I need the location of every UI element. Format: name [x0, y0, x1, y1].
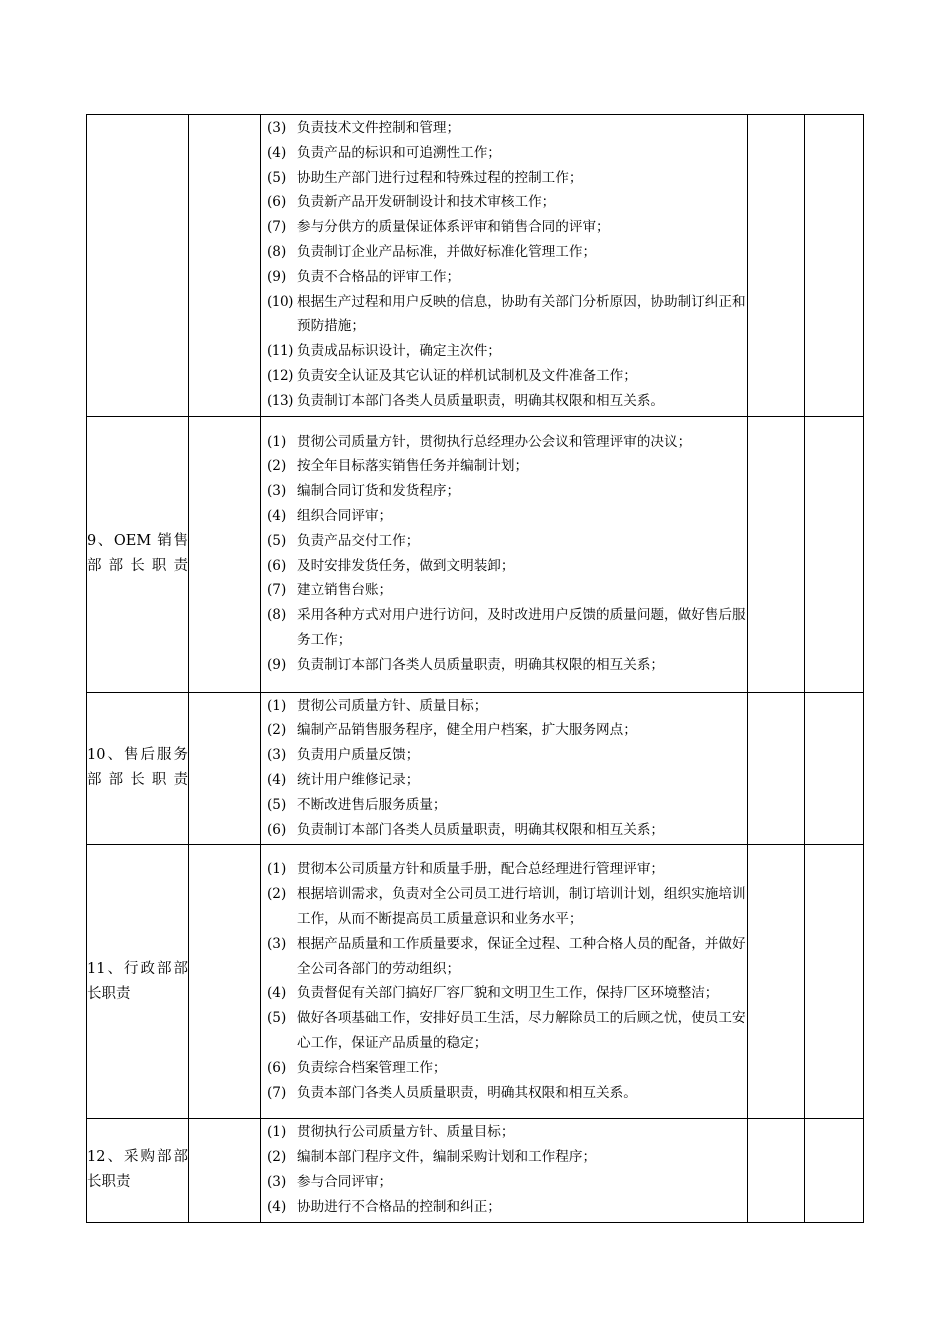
duty-item: [267, 265, 747, 290]
item-number: (5): [267, 1010, 287, 1027]
item-number: (1): [267, 861, 287, 878]
duty-item: [267, 653, 747, 678]
item-text: 负责不合格品的评审工作；: [297, 268, 461, 285]
duty-items-cell: [261, 416, 748, 692]
blank-cell: [748, 115, 805, 417]
blank-cell: [189, 115, 261, 417]
duty-item: [267, 1120, 747, 1145]
duty-item: [267, 430, 747, 455]
duty-title: 10、售后服务部部长职责: [87, 747, 188, 789]
item-text: 贯彻执行公司质量方针、质量目标；: [297, 1124, 515, 1141]
item-number: (6): [267, 557, 287, 574]
item-number: (6): [267, 194, 287, 211]
item-text: 贯彻公司质量方针，贯彻执行总经理办公会议和管理评审的决议；: [297, 433, 692, 450]
duty-title-cell: [87, 416, 189, 692]
item-number: (7): [267, 1084, 287, 1101]
item-number: (4): [267, 144, 287, 161]
item-text: 负责用户质量反馈；: [297, 747, 420, 764]
item-text: 编制本部门程序文件，编制采购计划和工作程序；: [297, 1149, 597, 1166]
item-text: 按全年目标落实销售任务并编制计划；: [297, 458, 529, 475]
item-number: (13): [267, 392, 293, 409]
blank-cell: [748, 1119, 805, 1222]
duty-item: [267, 166, 747, 191]
item-text: 做好各项基础工作，安排好员工生活，尽力解除员工的后顾之忧，使员工安心工作，保证产品质量的稳定；: [297, 1010, 746, 1051]
duty-item: [267, 1170, 747, 1195]
duty-title-cell: [87, 1119, 189, 1222]
item-text: 负责新产品开发研制设计和技术审核工作；: [297, 194, 556, 211]
duty-title-cell: [87, 845, 189, 1119]
item-text: 建立销售台账；: [297, 582, 393, 599]
duty-list: [261, 429, 747, 680]
item-number: (6): [267, 821, 287, 838]
item-number: (11): [267, 343, 293, 360]
blank-cell: [805, 1119, 864, 1222]
item-text: 及时安排发货任务，做到文明装卸；: [297, 557, 515, 574]
item-number: (4): [267, 1198, 287, 1215]
duty-item: [267, 364, 747, 389]
duty-item: [267, 1006, 747, 1056]
duty-list: [261, 1119, 747, 1221]
item-number: (8): [267, 607, 287, 624]
item-number: (1): [267, 697, 287, 714]
duty-item: [267, 554, 747, 579]
duty-item: [267, 743, 747, 768]
blank-cell: [805, 115, 864, 417]
item-number: (8): [267, 243, 287, 260]
duty-item: [267, 981, 747, 1006]
duty-item: [267, 1145, 747, 1170]
duty-item: [267, 882, 747, 932]
item-text: 负责本部门各类人员质量职责，明确其权限和相互关系。: [297, 1084, 637, 1101]
item-number: (4): [267, 985, 287, 1002]
duty-row: [87, 115, 864, 417]
item-number: (10): [267, 293, 293, 310]
item-number: (12): [267, 367, 293, 384]
item-number: (3): [267, 935, 287, 952]
item-text: 参与合同评审；: [297, 1173, 393, 1190]
item-number: (2): [267, 458, 287, 475]
item-number: (5): [267, 169, 287, 186]
item-text: 负责安全认证及其它认证的样机试制机及文件准备工作；: [297, 367, 637, 384]
item-number: (1): [267, 433, 287, 450]
duty-item: [267, 290, 747, 340]
item-number: (4): [267, 771, 287, 788]
duty-item: [267, 857, 747, 882]
duty-item: [267, 793, 747, 818]
item-text: 贯彻公司质量方针、质量目标；: [297, 697, 488, 714]
blank-cell: [805, 845, 864, 1119]
item-text: 负责产品交付工作；: [297, 532, 420, 549]
item-text: 编制产品销售服务程序，健全用户档案，扩大服务网点；: [297, 722, 637, 739]
duty-row: [87, 845, 864, 1119]
duty-item: [267, 215, 747, 240]
duty-list: [261, 856, 747, 1107]
blank-cell: [748, 416, 805, 692]
item-number: (5): [267, 532, 287, 549]
duty-list: [261, 693, 747, 845]
duty-item: [267, 116, 747, 141]
duty-item: [267, 339, 747, 364]
item-text: 根据生产过程和用户反映的信息，协助有关部门分析原因，协助制订纠正和预防措施；: [297, 293, 746, 335]
duty-title: 11、行政部部长职责: [87, 960, 188, 1002]
duty-row: [87, 692, 864, 845]
item-text: 协助进行不合格品的控制和纠正；: [297, 1198, 501, 1215]
duty-item: [267, 1081, 747, 1106]
blank-cell: [748, 845, 805, 1119]
duty-title-cell: [87, 692, 189, 845]
item-number: (7): [267, 219, 287, 236]
duty-title-cell: [87, 115, 189, 417]
duty-item: [267, 529, 747, 554]
item-number: (9): [267, 268, 287, 285]
item-number: (3): [267, 483, 287, 500]
duty-item: [267, 603, 747, 653]
duty-row: [87, 416, 864, 692]
item-text: 负责综合档案管理工作；: [297, 1059, 447, 1076]
blank-cell: [805, 416, 864, 692]
duty-item: [267, 818, 747, 843]
item-text: 组织合同评审；: [297, 507, 393, 524]
item-text: 不断改进售后服务质量；: [297, 796, 447, 813]
duty-item: [267, 694, 747, 719]
item-text: 参与分供方的质量保证体系评审和销售合同的评审；: [297, 219, 610, 236]
duty-item: [267, 1056, 747, 1081]
item-number: (3): [267, 747, 287, 764]
duty-list: [261, 115, 747, 416]
duty-item: [267, 389, 747, 414]
blank-cell: [748, 692, 805, 845]
duty-item: [267, 454, 747, 479]
duty-items-cell: [261, 845, 748, 1119]
item-text: 根据产品质量和工作质量要求，保证全过程、工种合格人员的配备，并做好全公司各部门的劳动组织；: [297, 935, 746, 977]
duty-item: [267, 718, 747, 743]
item-number: (2): [267, 1149, 287, 1166]
item-number: (1): [267, 1124, 287, 1141]
duty-item: [267, 141, 747, 166]
duty-items-cell: [261, 692, 748, 845]
duty-title: 12、采购部部长职责: [87, 1149, 188, 1191]
blank-cell: [805, 692, 864, 845]
table-body: [87, 115, 864, 1223]
item-text: 统计用户维修记录；: [297, 771, 420, 788]
duty-item: [267, 1195, 747, 1220]
blank-cell: [189, 692, 261, 845]
item-text: 贯彻本公司质量方针和质量手册，配合总经理进行管理评审；: [297, 861, 665, 878]
item-text: 负责成品标识设计，确定主次件；: [297, 343, 501, 360]
duty-items-cell: [261, 115, 748, 417]
duty-item: [267, 578, 747, 603]
duty-item: [267, 504, 747, 529]
item-text: 根据培训需求，负责对全公司员工进行培训，制订培训计划，组织实施培训工作，从而不断提高员工质量意识和业务水平；: [297, 886, 746, 927]
item-number: (3): [267, 1173, 287, 1190]
item-text: 负责技术文件控制和管理；: [297, 120, 461, 136]
blank-cell: [189, 845, 261, 1119]
duty-row: [87, 1119, 864, 1222]
item-number: (3): [267, 120, 287, 136]
item-text: 编制合同订货和发货程序；: [297, 483, 461, 500]
item-number: (2): [267, 886, 287, 903]
item-text: 负责产品的标识和可追溯性工作；: [297, 144, 501, 161]
item-text: 负责督促有关部门搞好厂容厂貌和文明卫生工作，保持厂区环境整洁；: [297, 985, 719, 1002]
item-number: (2): [267, 722, 287, 739]
item-number: (4): [267, 507, 287, 524]
duty-item: [267, 190, 747, 215]
item-number: (6): [267, 1059, 287, 1076]
item-text: 负责制订企业产品标准，并做好标准化管理工作；: [297, 243, 597, 260]
responsibility-table: [86, 114, 864, 1223]
item-number: (7): [267, 582, 287, 599]
item-text: 协助生产部门进行过程和特殊过程的控制工作；: [297, 169, 583, 186]
item-number: (5): [267, 796, 287, 813]
duty-item: [267, 240, 747, 265]
item-number: (9): [267, 656, 287, 673]
duty-item: [267, 479, 747, 504]
duty-item: [267, 768, 747, 793]
duty-item: [267, 932, 747, 982]
item-text: 负责制订本部门各类人员质量职责，明确其权限和相互关系。: [297, 392, 665, 409]
blank-cell: [189, 416, 261, 692]
duty-title: 9、OEM 销售部部长职责: [87, 533, 188, 575]
item-text: 采用各种方式对用户进行访问，及时改进用户反馈的质量问题，做好售后服务工作；: [297, 607, 746, 648]
blank-cell: [189, 1119, 261, 1222]
item-text: 负责制订本部门各类人员质量职责，明确其权限和相互关系；: [297, 821, 665, 838]
duty-items-cell: [261, 1119, 748, 1222]
item-text: 负责制订本部门各类人员质量职责，明确其权限的相互关系；: [297, 656, 665, 673]
